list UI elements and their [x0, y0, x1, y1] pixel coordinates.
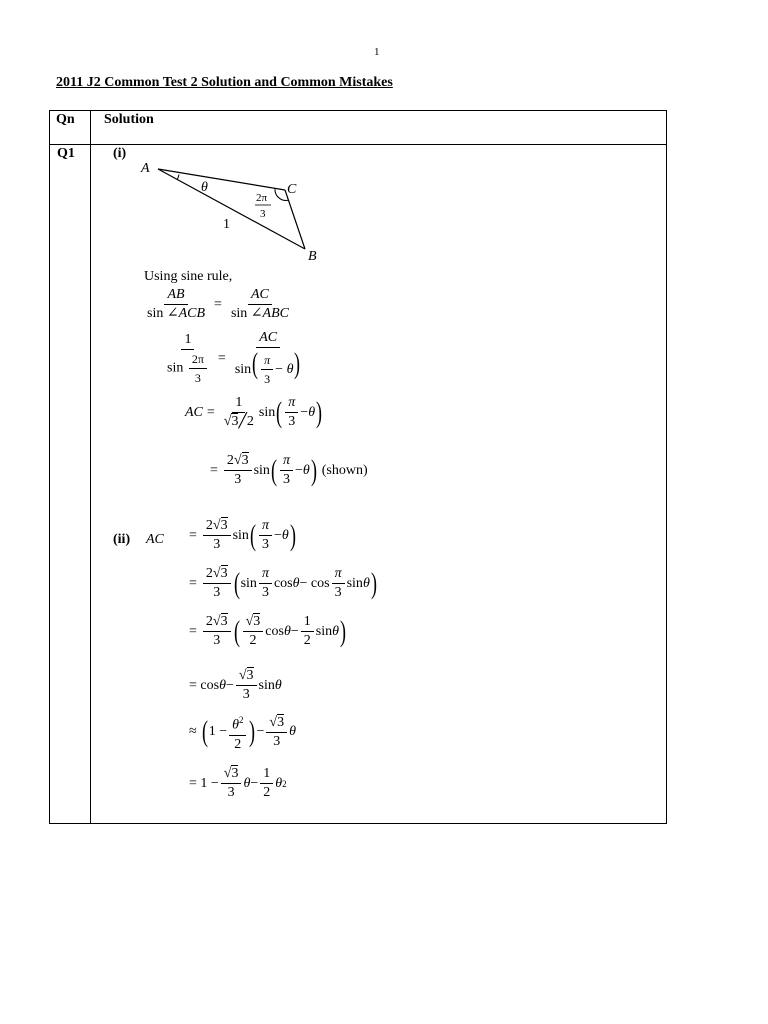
- equation-ii-line2: = $\frac{2√3}{3}$ ( sin $\frac{\pi}{3}$ cos θ − cos $\frac{\pi}{3}$ sin θ ): [189, 566, 377, 600]
- part-ii-lhs: AC: [146, 532, 164, 547]
- vertex-b-label: B: [308, 249, 317, 264]
- part-ii-label: (ii): [113, 532, 131, 547]
- vertex-a-label: A: [141, 161, 150, 176]
- vertex-c-label: C: [287, 182, 297, 197]
- equation-ii-line4: = cos θ − $\frac{√3}{3}$ sin θ: [189, 668, 282, 702]
- angle-c-numerator: 2π: [256, 192, 268, 204]
- equation-ii-line1: = $\frac{2√3}{3}$ sin ( $\frac{\pi}{3}$ − θ ): [189, 518, 296, 552]
- column-header-solution: Solution: [104, 112, 154, 127]
- equation-substituted: 1 sin $\frac{2\pi}{3}$ = AC sin( $\frac{\pi}{3}$ − θ): [167, 330, 301, 387]
- angle-a-arc: [177, 175, 179, 181]
- angle-c-denominator: 3: [260, 208, 266, 220]
- equation-ac-expression: AC = $\frac{1}{√3╱2}$ sin ( $\frac{\pi}{3}$ − θ ): [185, 395, 323, 429]
- equation-ii-line3: = $\frac{2√3}{3}$ ( $\frac{√3}{2}$ cos θ − $\frac{1}{2}$ sin θ ): [189, 614, 346, 648]
- angle-theta-label: θ: [201, 180, 208, 195]
- question-label: Q1: [57, 146, 75, 161]
- part-i-label: (i): [113, 146, 127, 161]
- table-header-divider: [49, 144, 667, 145]
- equation-ii-line5: ≈ ( 1 − $\frac{\theta^2}{2}$ ) − $\frac{√3}{3}$ θ: [189, 712, 296, 753]
- side-ab-label: 1: [223, 217, 230, 232]
- triangle-diagram: [135, 155, 335, 270]
- document-title: 2011 J2 Common Test 2 Solution and Common Mistakes: [56, 75, 393, 90]
- equation-ac-shown: = $\frac{2√3}{3}$ sin ( $\frac{\pi}{3}$ − θ ) (shown): [210, 453, 368, 487]
- table-column-divider: [90, 110, 91, 824]
- equation-ii-line6: = 1 − $\frac{√3}{3}$ θ − $\frac{1}{2}$ θ 2: [189, 766, 287, 800]
- column-header-qn: Qn: [56, 112, 75, 127]
- sine-rule-intro: Using sine rule,: [144, 269, 233, 284]
- page-number: 1: [374, 46, 380, 58]
- shown-note: (shown): [321, 462, 368, 478]
- equation-sine-rule: $\frac{AB}{\text{sin ∠ACB}}$ = $\frac{AC}{\text{sin ∠ABC}}$: [147, 287, 289, 321]
